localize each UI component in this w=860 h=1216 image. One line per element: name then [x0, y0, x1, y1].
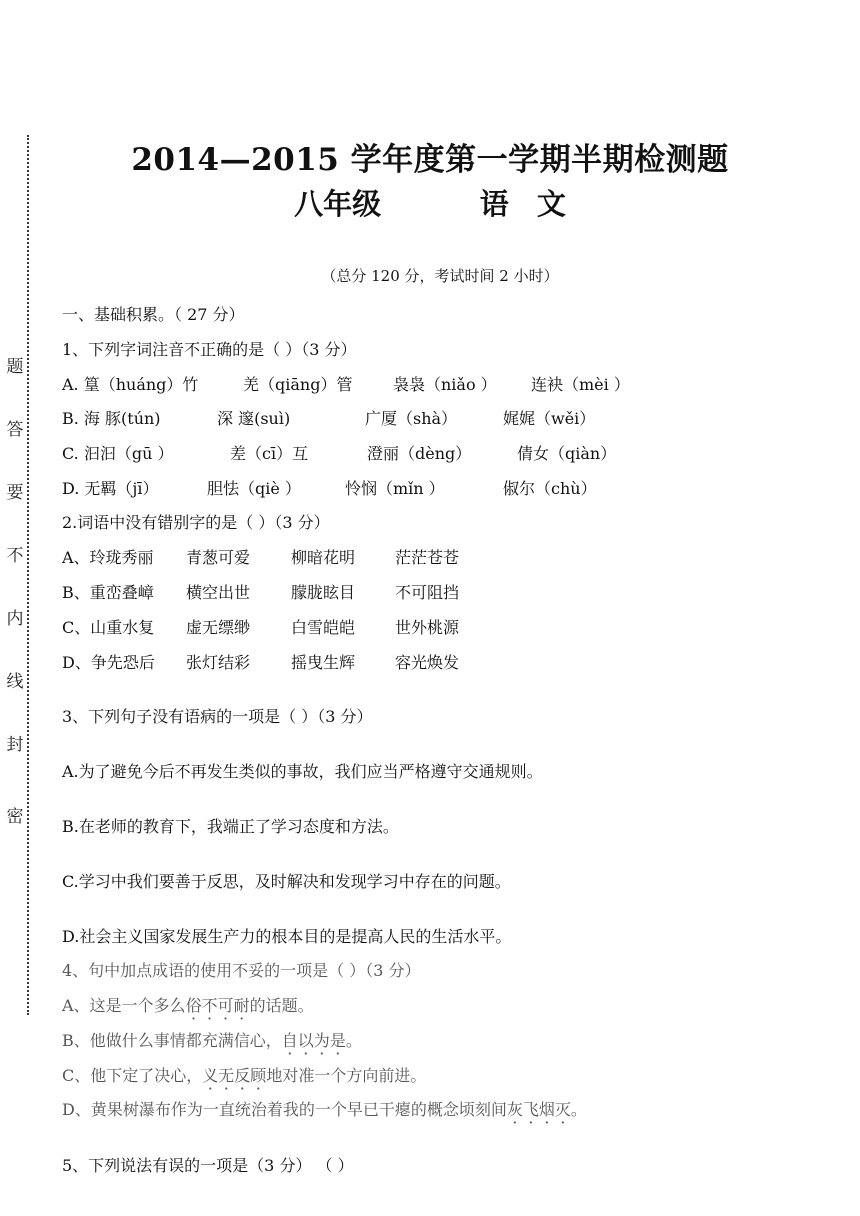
dotted-char: 以 — [297, 1031, 314, 1050]
option-cell: 不可阻挡 — [395, 583, 460, 602]
option-cell: D、争先恐后 — [62, 653, 155, 672]
dotted-char: 义 — [202, 1066, 219, 1085]
question-2-option-d — [62, 650, 762, 672]
question-2-stem: 2.词语中没有错别字的是（ ）（3 分） — [62, 513, 330, 532]
score-note: （总分 120 分，考试时间 2 小时） — [321, 267, 559, 285]
option-cell: 青葱可爱 — [186, 548, 251, 567]
option-cell: A. 篁（huáng）竹 — [62, 375, 199, 394]
question-4-option-b — [62, 1028, 362, 1051]
option-cell: 容光焕发 — [395, 653, 460, 672]
seal-char: 题 — [6, 357, 24, 377]
question-1-option-d — [62, 476, 762, 498]
dotted-char: 是 — [329, 1031, 346, 1050]
question-4-stem: 4、句中加点成语的使用不妥的一项是（ ）（3 分） — [62, 961, 421, 980]
question-2-option-c — [62, 615, 762, 637]
question-2-option-a — [62, 545, 762, 567]
dotted-idiom — [186, 996, 250, 1015]
option-cell: C. 汩汩（gū ） — [62, 444, 174, 463]
question-5-stem: 5、下列说法有误的一项是（3 分） （ ） — [62, 1156, 354, 1175]
option-cell: 胆怯（qiè ） — [207, 479, 301, 498]
dotted-char: 顾 — [250, 1066, 267, 1085]
option-cell: 柳暗花明 — [291, 548, 356, 567]
dotted-idiom — [202, 1066, 266, 1085]
dotted-idiom — [282, 1031, 346, 1050]
seal-char: 要 — [6, 483, 24, 503]
option-cell: 连袂（mèi ） — [531, 375, 630, 394]
option-cell: 摇曳生辉 — [291, 653, 356, 672]
question-3-option-b: B.在老师的教育下，我端正了学习态度和方法。 — [62, 817, 399, 836]
option-cell: A、玲珑秀丽 — [62, 548, 154, 567]
dotted-char: 可 — [217, 996, 234, 1015]
section-heading: 一、基础积累。（ 27 分） — [62, 305, 245, 324]
exam-title: 2014—2015 学年度第一学期半期检测题 — [131, 142, 729, 178]
option-cell: 广厦（shà） — [365, 409, 458, 428]
dotted-char: 自 — [281, 1031, 298, 1050]
option-text: 。 — [345, 1031, 362, 1050]
dotted-char: 飞 — [522, 1100, 539, 1119]
question-4-option-a — [62, 993, 314, 1016]
option-cell: 横空出世 — [186, 583, 251, 602]
seal-char: 不 — [6, 546, 24, 566]
dotted-char: 俗 — [185, 996, 202, 1015]
option-cell: 深 邃(suì) — [217, 409, 291, 428]
question-1-stem: 1、下列字词注音不正确的是（ ）（3 分） — [62, 340, 357, 359]
dotted-char: 不 — [201, 996, 218, 1015]
question-4-option-d — [62, 1097, 587, 1120]
option-cell: 白雪皑皑 — [291, 618, 356, 637]
question-3-option-a: A.为了避免今后不再发生类似的事故，我们应当严格遵守交通规则。 — [62, 762, 543, 781]
option-cell: 茫茫苍苍 — [395, 548, 460, 567]
option-cell: 世外桃源 — [395, 618, 460, 637]
option-cell: C、山重水复 — [62, 618, 155, 637]
dotted-idiom — [507, 1100, 571, 1119]
option-cell: B、重峦叠嶂 — [62, 583, 154, 602]
option-cell: 虚无缥缈 — [186, 618, 251, 637]
option-cell: 张灯结彩 — [186, 653, 251, 672]
seal-char: 线 — [6, 672, 24, 692]
option-cell: 差（cī）互 — [230, 444, 309, 463]
option-text: D、黄果树瀑布作为一直统治着我的一个早已干瘪的概念顷刻间 — [62, 1100, 507, 1119]
question-3-stem: 3、下列句子没有语病的一项是（ ）（3 分） — [62, 707, 373, 726]
option-cell: 羌（qiāng）管 — [243, 375, 353, 394]
option-cell: 怜悯（mǐn ） — [345, 479, 445, 498]
dotted-char: 无 — [218, 1066, 235, 1085]
dotted-char: 为 — [313, 1031, 330, 1050]
question-2-option-b — [62, 580, 762, 602]
question-1-option-a — [62, 372, 762, 394]
seal-char: 内 — [6, 609, 24, 629]
dotted-char: 耐 — [233, 996, 250, 1015]
dotted-char: 灰 — [506, 1100, 523, 1119]
option-cell: D. 无羁（jī） — [62, 479, 159, 498]
dotted-char: 灭 — [554, 1100, 571, 1119]
option-text: 地对准一个方向前进。 — [266, 1066, 427, 1085]
option-text: B、他做什么事情都充满信心， — [62, 1031, 282, 1050]
dotted-char: 反 — [234, 1066, 251, 1085]
seal-char: 封 — [6, 735, 24, 755]
option-cell: 俶尔（chù） — [503, 479, 597, 498]
question-3-option-c: C.学习中我们要善于反思，及时解决和发现学习中存在的问题。 — [62, 872, 511, 891]
option-cell: 倩女（qiàn） — [517, 444, 617, 463]
dotted-char: 烟 — [538, 1100, 555, 1119]
option-cell: 澄丽（dèng） — [367, 444, 472, 463]
option-cell: 娓娓（wěi） — [503, 409, 596, 428]
question-3-option-d: D.社会主义国家发展生产力的根本目的是提高人民的生活水平。 — [62, 927, 512, 946]
seal-char: 密 — [6, 807, 24, 827]
option-cell: 袅袅（niǎo ） — [393, 375, 497, 394]
question-4-option-c — [62, 1063, 426, 1086]
question-1-option-c — [62, 441, 762, 463]
option-cell: 朦胧眩目 — [291, 583, 356, 602]
exam-subtitle: 八年级 语 文 — [294, 187, 566, 221]
option-text: 。 — [570, 1100, 587, 1119]
option-text: A、这是一个多么 — [62, 996, 186, 1015]
option-text: 的话题。 — [249, 996, 314, 1015]
seal-char: 答 — [6, 420, 24, 440]
question-1-option-b — [62, 406, 762, 428]
option-cell: B. 海 豚(tún) — [62, 409, 161, 428]
option-text: C、他下定了决心， — [62, 1066, 203, 1085]
